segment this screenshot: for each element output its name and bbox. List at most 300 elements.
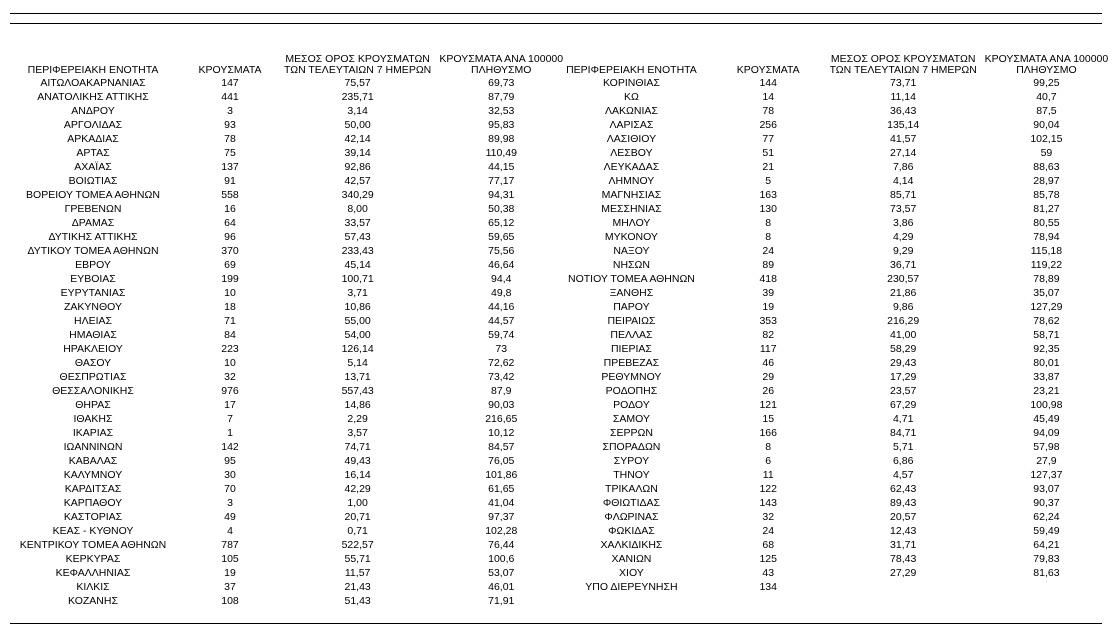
region-cell: ΝΑΞΟΥ (613, 245, 650, 257)
per-100000-cell: 102,28 (485, 525, 518, 537)
per-100000-cell: 71,91 (488, 595, 515, 607)
per-100000-cell: 79,83 (1033, 553, 1060, 565)
left-header-row (10, 48, 571, 76)
region-cell: ΧΑΛΚΙΔΙΚΗΣ (600, 539, 663, 551)
cases-cell: 256 (759, 119, 777, 131)
region-cell: ΚΕΑΣ - ΚΥΘΝΟΥ (52, 525, 134, 537)
region-cell: ΛΗΜΝΟΥ (608, 175, 655, 187)
per-100000-cell: 72,62 (488, 357, 515, 369)
per-header-line-2: ΠΛΗΘΥΣΜΟ (1016, 64, 1077, 76)
region-cell: ΠΑΡΟΥ (613, 301, 650, 313)
cases-cell: 82 (762, 329, 775, 341)
per-100000-cell: 87,5 (1036, 105, 1057, 117)
seven-day-average-cell: 89,43 (890, 497, 917, 509)
seven-day-average-cell: 340,29 (341, 189, 374, 201)
region-cell: ΦΩΚΙΔΑΣ (608, 525, 655, 537)
region-cell: ΤΗΝΟΥ (613, 469, 650, 481)
cases-cell: 46 (762, 357, 775, 369)
table-row (10, 132, 571, 146)
table-row (556, 146, 1116, 160)
per-100000-cell: 95,83 (488, 119, 515, 131)
seven-day-average-cell: 14,86 (344, 399, 371, 411)
cases-cell: 7 (227, 413, 233, 425)
seven-day-average-cell: 57,43 (344, 231, 371, 243)
per-100000-cell: 84,57 (488, 441, 515, 453)
per-100000-cell: 40,7 (1036, 91, 1057, 103)
seven-day-average-column-header (284, 48, 431, 76)
table-row (10, 552, 571, 566)
seven-day-average-cell: 2,29 (347, 413, 368, 425)
table-row (556, 104, 1116, 118)
per-100000-cell: 73 (495, 343, 508, 355)
table-row (556, 566, 1116, 580)
seven-day-average-cell: 23,57 (890, 385, 917, 397)
region-cell: ΛΑΣΙΘΙΟΥ (606, 133, 657, 145)
region-cell: ΣΠΟΡΑΔΩΝ (602, 441, 661, 453)
seven-day-average-cell: 20,71 (344, 511, 371, 523)
per-100000-cell: 53,07 (488, 567, 515, 579)
right-cases-table (556, 48, 1116, 594)
cases-cell: 93 (224, 119, 236, 131)
per-100000-cell: 61,65 (488, 483, 515, 495)
seven-day-average-cell: 9,86 (892, 301, 914, 313)
per-100000-cell: 92,35 (1033, 343, 1060, 355)
region-cell: ΚΕΡΚΥΡΑΣ (65, 553, 121, 565)
cases-cell: 91 (224, 175, 236, 187)
seven-day-average-cell: 73,71 (890, 77, 917, 89)
cases-cell: 37 (224, 581, 236, 593)
table-row (10, 496, 571, 510)
region-cell: ΑΡΓΟΛΙΔΑΣ (63, 119, 123, 131)
region-cell: ΦΘΙΩΤΙΔΑΣ (602, 497, 661, 509)
per-100000-cell: 102,15 (1030, 133, 1063, 145)
table-row (556, 412, 1116, 426)
region-column-header: ΠΕΡΙΦΕΡΕΙΑΚΗ ΕΝΟΤΗΤΑ (27, 64, 159, 76)
cases-cell: 558 (221, 189, 239, 201)
cases-cell: 49 (224, 511, 236, 523)
per-100000-cell: 94,09 (1033, 427, 1060, 439)
per-header-line-1: ΚΡΟΥΣΜΑΤΑ ΑΝΑ 100000 (984, 53, 1109, 65)
cases-cell: 130 (759, 203, 777, 215)
cases-cell: 8 (765, 231, 772, 243)
per-header-line-2: ΠΛΗΘΥΣΜΟ (471, 64, 532, 76)
cases-column-header: ΚΡΟΥΣΜΑΤΑ (198, 64, 262, 76)
per-100000-cell: 88,63 (1033, 161, 1060, 173)
per-100000-cell: 69,73 (488, 77, 515, 89)
cases-cell: 17 (224, 399, 236, 411)
per-100000-cell: 85,78 (1033, 189, 1060, 201)
region-cell: ΒΟΙΩΤΙΑΣ (68, 175, 118, 187)
per-100000-cell: 127,37 (1030, 469, 1063, 481)
region-cell: ΜΥΚΟΝΟΥ (604, 231, 658, 243)
per-100000-cell: 10,12 (488, 427, 515, 439)
seven-day-average-cell: 11,57 (344, 567, 371, 579)
region-cell: ΗΜΑΘΙΑΣ (69, 329, 117, 341)
per-100000-cell: 62,24 (1033, 511, 1060, 523)
cases-cell: 14 (762, 91, 775, 103)
region-cell: ΛΑΚΩΝΙΑΣ (605, 105, 658, 117)
region-cell: ΑΙΤΩΛΟΑΚΑΡΝΑΝΙΑΣ (40, 77, 146, 89)
region-cell: ΝΗΣΩΝ (612, 259, 650, 271)
cases-cell: 70 (224, 483, 236, 495)
region-cell: ΡΟΔΟΥ (613, 399, 650, 411)
cases-cell: 30 (224, 469, 236, 481)
cases-cell: 370 (221, 245, 239, 257)
table-row (556, 160, 1116, 174)
per-100000-cell: 99,25 (1033, 77, 1060, 89)
right-header-row (556, 48, 1116, 76)
cases-cell: 77 (762, 133, 775, 145)
seven-day-average-cell: 8,00 (347, 203, 368, 215)
region-cell: ΚΑΛΥΜΝΟΥ (63, 469, 123, 481)
seven-day-average-cell: 55,00 (344, 315, 371, 327)
cases-cell: 24 (762, 245, 775, 257)
table-row (10, 454, 571, 468)
table-row (556, 188, 1116, 202)
cases-cell: 89 (762, 259, 775, 271)
table-row (556, 314, 1116, 328)
seven-day-average-cell: 36,71 (890, 259, 917, 271)
cases-cell: 51 (762, 147, 775, 159)
cases-cell: 122 (759, 483, 777, 495)
per-100000-cell: 59,49 (1033, 525, 1060, 537)
per-100000-cell: 110,49 (485, 147, 517, 159)
seven-day-average-cell: 73,57 (890, 203, 917, 215)
per-100000-cell: 81,27 (1033, 203, 1060, 215)
cases-cell: 11 (762, 469, 774, 481)
seven-day-average-cell (830, 580, 977, 594)
table-row (556, 300, 1116, 314)
per-100000-cell: 78,94 (1033, 231, 1060, 243)
per-100000-cell: 33,87 (1033, 371, 1060, 383)
table-row (556, 328, 1116, 342)
region-cell: ΙΘΑΚΗΣ (73, 413, 113, 425)
seven-day-average-cell: 21,43 (344, 581, 371, 593)
cases-cell: 441 (221, 91, 239, 103)
cases-cell: 166 (759, 427, 777, 439)
cases-cell: 142 (221, 441, 239, 453)
per-100000-cell: 100,98 (1030, 399, 1063, 411)
table-row (556, 90, 1116, 104)
cases-cell: 199 (221, 273, 239, 285)
table-row (10, 510, 571, 524)
table-row (10, 76, 571, 90)
top-rule-secondary (10, 23, 1102, 24)
table-row (10, 524, 571, 538)
region-cell: ΠΡΕΒΕΖΑΣ (603, 357, 660, 369)
seven-day-average-column-header (830, 48, 977, 76)
table-row (556, 454, 1116, 468)
region-cell: ΞΑΝΘΗΣ (609, 287, 654, 299)
table-row (556, 426, 1116, 440)
seven-day-average-cell: 41,57 (890, 133, 917, 145)
seven-day-average-cell: 85,71 (890, 189, 917, 201)
seven-day-average-cell: 3,71 (347, 287, 368, 299)
table-row (556, 384, 1116, 398)
table-row (556, 356, 1116, 370)
seven-day-average-cell: 11,14 (890, 91, 916, 103)
table-row (556, 468, 1116, 482)
cases-column-header: ΚΡΟΥΣΜΑΤΑ (736, 64, 800, 76)
seven-day-average-cell: 0,71 (347, 525, 368, 537)
per-100000-cell: 35,07 (1033, 287, 1060, 299)
region-cell: ΚΟΖΑΝΗΣ (68, 595, 118, 607)
seven-day-average-cell: 5,71 (892, 441, 914, 453)
avg-header-line-2: ΤΩΝ ΤΕΛΕΥΤΑΙΩΝ 7 ΗΜΕΡΩΝ (829, 64, 977, 76)
cases-per-100000-column-header (977, 48, 1116, 76)
region-cell: ΚΟΡΙΝΘΙΑΣ (602, 77, 660, 89)
region-cell: ΘΕΣΠΡΩΤΙΑΣ (59, 371, 127, 383)
seven-day-average-cell: 6,86 (892, 455, 914, 467)
cases-cell: 78 (224, 133, 236, 145)
per-100000-cell: 94,4 (491, 273, 512, 285)
table-row (10, 356, 571, 370)
table-row (10, 384, 571, 398)
cases-cell: 134 (759, 581, 777, 593)
cases-cell: 117 (759, 343, 777, 355)
region-cell: ΑΡΚΑΔΙΑΣ (67, 133, 119, 145)
cases-cell: 68 (762, 539, 775, 551)
region-cell: ΖΑΚΥΝΘΟΥ (63, 301, 122, 313)
per-100000-cell: 44,57 (488, 315, 515, 327)
per-100000-cell: 87,9 (491, 385, 512, 397)
seven-day-average-cell: 5,14 (347, 357, 368, 369)
region-cell: ΑΧΑΪΑΣ (74, 161, 112, 173)
seven-day-average-cell: 84,71 (890, 427, 917, 439)
seven-day-average-cell: 3,57 (347, 427, 368, 439)
table-row (556, 342, 1116, 356)
cases-cell: 3 (227, 497, 233, 509)
table-row (556, 580, 1116, 594)
table-row (556, 174, 1116, 188)
table-row (556, 370, 1116, 384)
cases-cell: 5 (765, 175, 772, 187)
region-cell: ΚΙΛΚΙΣ (76, 581, 110, 593)
bottom-rule (10, 623, 1102, 624)
cases-cell: 43 (762, 567, 775, 579)
table-row (556, 440, 1116, 454)
seven-day-average-cell: 51,43 (344, 595, 371, 607)
table-row (10, 468, 571, 482)
seven-day-average-cell: 7,86 (892, 161, 914, 173)
cases-cell: 95 (224, 455, 236, 467)
per-100000-cell: 78,89 (1033, 273, 1060, 285)
table-row (10, 482, 571, 496)
table-row (10, 230, 571, 244)
table-row (556, 118, 1116, 132)
cases-cell: 105 (221, 553, 239, 565)
table-row (10, 90, 571, 104)
region-cell: ΘΗΡΑΣ (75, 399, 111, 411)
table-row (556, 258, 1116, 272)
table-row (556, 244, 1116, 258)
region-cell: ΚΑΒΑΛΑΣ (68, 455, 118, 467)
seven-day-average-cell: 92,86 (344, 161, 371, 173)
per-100000-cell: 28,97 (1033, 175, 1060, 187)
seven-day-average-cell: 3,86 (892, 217, 914, 229)
cases-cell: 15 (762, 413, 775, 425)
per-100000-cell (977, 580, 1116, 594)
cases-cell: 21 (762, 161, 775, 173)
region-cell: ΠΕΛΛΑΣ (610, 329, 653, 341)
table-row (10, 538, 571, 552)
seven-day-average-cell: 20,57 (890, 511, 917, 523)
table-row (556, 132, 1116, 146)
per-100000-cell: 93,07 (1033, 483, 1060, 495)
table-row (10, 216, 571, 230)
cases-cell: 125 (759, 553, 777, 565)
table-row (10, 580, 571, 594)
avg-header-line-1: ΜΕΣΟΣ ΟΡΟΣ ΚΡΟΥΣΜΑΤΩΝ (285, 53, 430, 65)
seven-day-average-cell: 13,71 (344, 371, 371, 383)
cases-per-100000-column-header (431, 48, 571, 76)
table-row (556, 524, 1116, 538)
region-cell: ΒΟΡΕΙΟΥ ΤΟΜΕΑ ΑΘΗΝΩΝ (26, 189, 160, 201)
seven-day-average-cell: 21,86 (890, 287, 917, 299)
per-100000-cell: 100,6 (488, 553, 515, 565)
seven-day-average-cell: 67,29 (890, 399, 917, 411)
top-rule (10, 13, 1102, 14)
cases-cell: 24 (762, 525, 775, 537)
seven-day-average-cell: 31,71 (890, 539, 917, 551)
cases-cell: 1 (227, 427, 233, 439)
seven-day-average-cell: 230,57 (887, 273, 920, 285)
table-row (10, 188, 571, 202)
per-100000-cell: 80,55 (1033, 217, 1060, 229)
seven-day-average-cell: 62,43 (890, 483, 917, 495)
per-100000-cell: 58,71 (1033, 329, 1060, 341)
per-100000-cell: 77,17 (488, 175, 515, 187)
cases-cell: 78 (762, 105, 775, 117)
region-cell: ΤΡΙΚΑΛΩΝ (605, 483, 658, 495)
region-cell: ΚΑΣΤΟΡΙΑΣ (63, 511, 123, 523)
region-cell: ΦΛΩΡΙΝΑΣ (604, 511, 659, 523)
table-row (556, 272, 1116, 286)
cases-cell: 32 (224, 371, 236, 383)
seven-day-average-cell: 16,14 (344, 469, 371, 481)
table-row (10, 412, 571, 426)
region-cell: ΙΩΑΝΝΙΝΩΝ (63, 441, 123, 453)
left-cases-table (10, 48, 571, 608)
cases-cell: 143 (759, 497, 777, 509)
cases-cell: 8 (765, 217, 772, 229)
cases-cell: 19 (224, 567, 236, 579)
cases-cell: 96 (224, 231, 236, 243)
table-row (556, 510, 1116, 524)
seven-day-average-cell: 9,29 (892, 245, 914, 257)
table-row (556, 230, 1116, 244)
seven-day-average-cell: 522,57 (341, 539, 374, 551)
seven-day-average-cell: 55,71 (344, 553, 371, 565)
region-cell: ΣΑΜΟΥ (612, 413, 650, 425)
table-row (10, 314, 571, 328)
table-row (10, 272, 571, 286)
per-100000-cell: 64,21 (1033, 539, 1060, 551)
seven-day-average-cell: 45,14 (344, 259, 371, 271)
table-row (556, 216, 1116, 230)
cases-cell: 18 (224, 301, 236, 313)
per-100000-cell: 59 (1040, 147, 1053, 159)
seven-day-average-cell: 42,57 (344, 175, 371, 187)
seven-day-average-cell: 39,14 (344, 147, 371, 159)
table-row (10, 566, 571, 580)
per-100000-cell: 90,03 (488, 399, 515, 411)
region-cell: ΗΡΑΚΛΕΙΟΥ (63, 343, 123, 355)
per-100000-cell: 44,15 (488, 161, 515, 173)
cases-cell: 4 (227, 525, 233, 537)
table-row (556, 398, 1116, 412)
per-100000-cell: 76,44 (488, 539, 515, 551)
table-row (10, 398, 571, 412)
table-row (10, 286, 571, 300)
region-cell: ΑΡΤΑΣ (76, 147, 110, 159)
avg-header-line-1: ΜΕΣΟΣ ΟΡΟΣ ΚΡΟΥΣΜΑΤΩΝ (830, 53, 976, 65)
seven-day-average-cell: 27,14 (890, 147, 917, 159)
per-100000-cell: 57,98 (1033, 441, 1060, 453)
seven-day-average-cell: 10,86 (344, 301, 371, 313)
cases-cell: 71 (224, 315, 236, 327)
seven-day-average-cell: 126,14 (341, 343, 374, 355)
region-cell: ΓΡΕΒΕΝΩΝ (64, 203, 122, 215)
table-row (10, 328, 571, 342)
table-row (10, 244, 571, 258)
per-100000-cell: 101,86 (485, 469, 518, 481)
seven-day-average-cell: 78,43 (890, 553, 917, 565)
table-row (556, 496, 1116, 510)
per-100000-cell: 65,12 (488, 217, 515, 229)
per-100000-cell: 75,56 (488, 245, 515, 257)
cases-cell: 26 (762, 385, 775, 397)
per-100000-cell: 127,29 (1030, 301, 1063, 313)
seven-day-average-cell: 135,14 (887, 119, 920, 131)
per-100000-cell: 49,8 (491, 287, 512, 299)
cases-cell: 10 (224, 287, 236, 299)
region-cell: ΚΑΡΠΑΘΟΥ (63, 497, 123, 509)
cases-cell: 787 (221, 539, 239, 551)
cases-cell: 147 (221, 77, 239, 89)
seven-day-average-cell: 3,14 (347, 105, 368, 117)
per-100000-cell: 87,79 (488, 91, 515, 103)
table-row (10, 300, 571, 314)
region-cell: ΑΝΑΤΟΛΙΚΗΣ ΑΤΤΙΚΗΣ (37, 91, 149, 103)
per-100000-cell: 59,74 (488, 329, 515, 341)
cases-cell: 32 (762, 511, 775, 523)
cases-cell: 10 (224, 357, 236, 369)
seven-day-average-cell: 216,29 (887, 315, 920, 327)
cases-cell: 84 (224, 329, 236, 341)
region-cell: ΚΕΝΤΡΙΚΟΥ ΤΟΜΕΑ ΑΘΗΝΩΝ (19, 539, 167, 551)
seven-day-average-cell: 36,43 (890, 105, 917, 117)
table-row (10, 146, 571, 160)
cases-cell: 69 (224, 259, 236, 271)
region-cell: ΕΥΒΟΙΑΣ (70, 273, 116, 285)
region-cell: ΠΕΙΡΑΙΩΣ (607, 315, 656, 327)
seven-day-average-cell: 29,43 (890, 357, 917, 369)
cases-cell: 976 (221, 385, 239, 397)
region-cell: ΚΩ (624, 91, 639, 103)
cases-cell: 19 (762, 301, 775, 313)
region-cell: ΜΗΛΟΥ (612, 217, 651, 229)
seven-day-average-cell: 233,43 (341, 245, 374, 257)
table-row (10, 118, 571, 132)
seven-day-average-cell: 75,57 (344, 77, 371, 89)
region-cell: ΔΥΤΙΚΗΣ ΑΤΤΙΚΗΣ (48, 231, 138, 243)
per-100000-cell: 45,49 (1033, 413, 1060, 425)
seven-day-average-cell: 100,71 (341, 273, 374, 285)
cases-cell: 353 (759, 315, 777, 327)
per-100000-cell: 81,63 (1033, 567, 1060, 579)
region-cell: ΔΥΤΙΚΟΥ ΤΟΜΕΑ ΑΘΗΝΩΝ (27, 245, 159, 257)
